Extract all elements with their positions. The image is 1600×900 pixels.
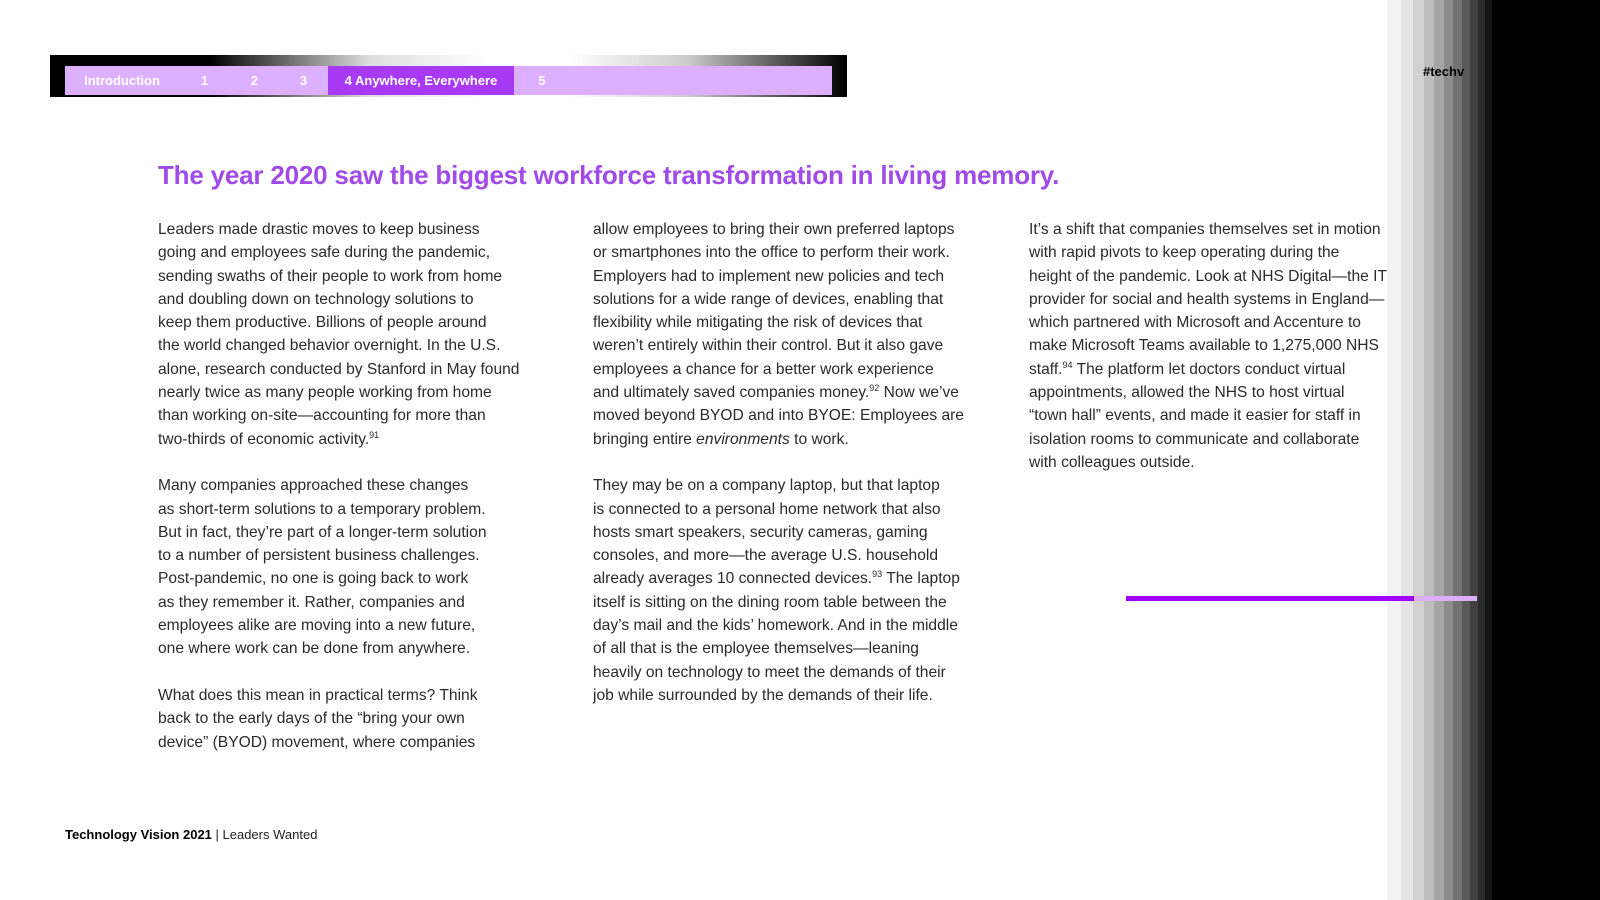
section-nav: [65, 66, 832, 95]
footer-separator: |: [211, 827, 223, 842]
col3-paragraph-1: It’s a shift that companies themselves set in motion with rapid pivots to keep operating during the height of the pandemic. Look at NHS Digital—the IT provider for social and health systems in England— which partnered with Microsoft and Accenture to make Microsoft Teams available to 1,275,000 NHS staff.$^{94}$ The platform let doctors conduct virtual appointments, allowed the NHS to host virtual “town hall” events, and made it easier for staff in isolation rooms to communicate and collaborate with colleagues outside.: [1029, 221, 1387, 471]
emphasis-environments: environments: [696, 430, 790, 448]
nav-item-2[interactable]: 2: [250, 73, 259, 88]
col2-paragraph-1: allow employees to bring their own preferred laptops or smartphones into the office to perform their work. Employers had to implement new policies and tech solutions for a wide range of devices, enabling that flexibility while mitigating the risk of devices that weren’t entirely within their control. But it also gave employees a chance for a better work experience and ultimately saved companies money.$^{92}$ Now we’ve moved beyond BYOD and into BYOE: Employees are bringing entire environments to work.: [593, 221, 964, 448]
page-footer: [65, 827, 317, 842]
hashtag-label[interactable]: #techv: [1423, 64, 1465, 79]
section-nav-frame: [50, 55, 847, 97]
footnote-ref-93[interactable]: 93: [872, 569, 883, 580]
body-column-2: [593, 218, 993, 731]
body-column-1: [158, 218, 558, 777]
progress-bar: [1126, 596, 1477, 601]
col1-paragraph-1: Leaders made drastic moves to keep business going and employees safe during the pandemic, sending swaths of their people to work from home and doubling down on technology solutions to keep them productive. Billions of people around the world changed behavior overnight. In the U.S. alone, research conducted by Stanford in May found nearly twice as many people working from home than working on-site—accounting for more than two-thirds of economic activity.$^{91}$: [158, 221, 520, 448]
page-headline: The year 2020 saw the biggest workforce transformation in living memory.: [158, 160, 1060, 190]
footnote-ref-91[interactable]: 91: [369, 429, 380, 440]
footer-brand: Technology Vision 2021: [65, 827, 212, 842]
nav-item-1[interactable]: 1: [200, 73, 209, 88]
progress-bar-fill: [1126, 596, 1414, 601]
footnote-ref-94[interactable]: 94: [1062, 359, 1073, 370]
footer-subtitle: Leaders Wanted: [222, 827, 318, 842]
col1-paragraph-3: What does this mean in practical terms? Think back to the early days of the “bring your own device” (BYOD) movement, where companies: [158, 686, 478, 751]
footnote-ref-92[interactable]: 92: [869, 382, 880, 393]
nav-item-4-active[interactable]: 4 Anywhere, Everywhere: [328, 66, 514, 95]
col2-paragraph-2: They may be on a company laptop, but that laptop is connected to a personal home network that also hosts smart speakers, security cameras, gaming consoles, and more—the average U.S. household already averages 10 connected devices.$^{93}$ The laptop itself is sitting on the dining room table between the day’s mail and the kids’ homework. And in the middle of all that is the employee themselves—leaning heavily on technology to meet the demands of their job while surrounded by the demands of their life.: [593, 477, 960, 704]
nav-item-5[interactable]: 5: [538, 73, 546, 88]
nav-item-3[interactable]: 3: [299, 73, 308, 88]
nav-item-introduction[interactable]: Introduction: [84, 73, 160, 88]
col1-paragraph-2: Many companies approached these changes as short-term solutions to a temporary problem. But in fact, they’re part of a longer-term solution to a number of persistent business challenges. Post-pandemic, no one is going back to work as they remember it. Rather, companies and employees alike are moving into a new future, one where work can be done from anywhere.: [158, 477, 487, 658]
body-column-3: [1029, 218, 1429, 498]
